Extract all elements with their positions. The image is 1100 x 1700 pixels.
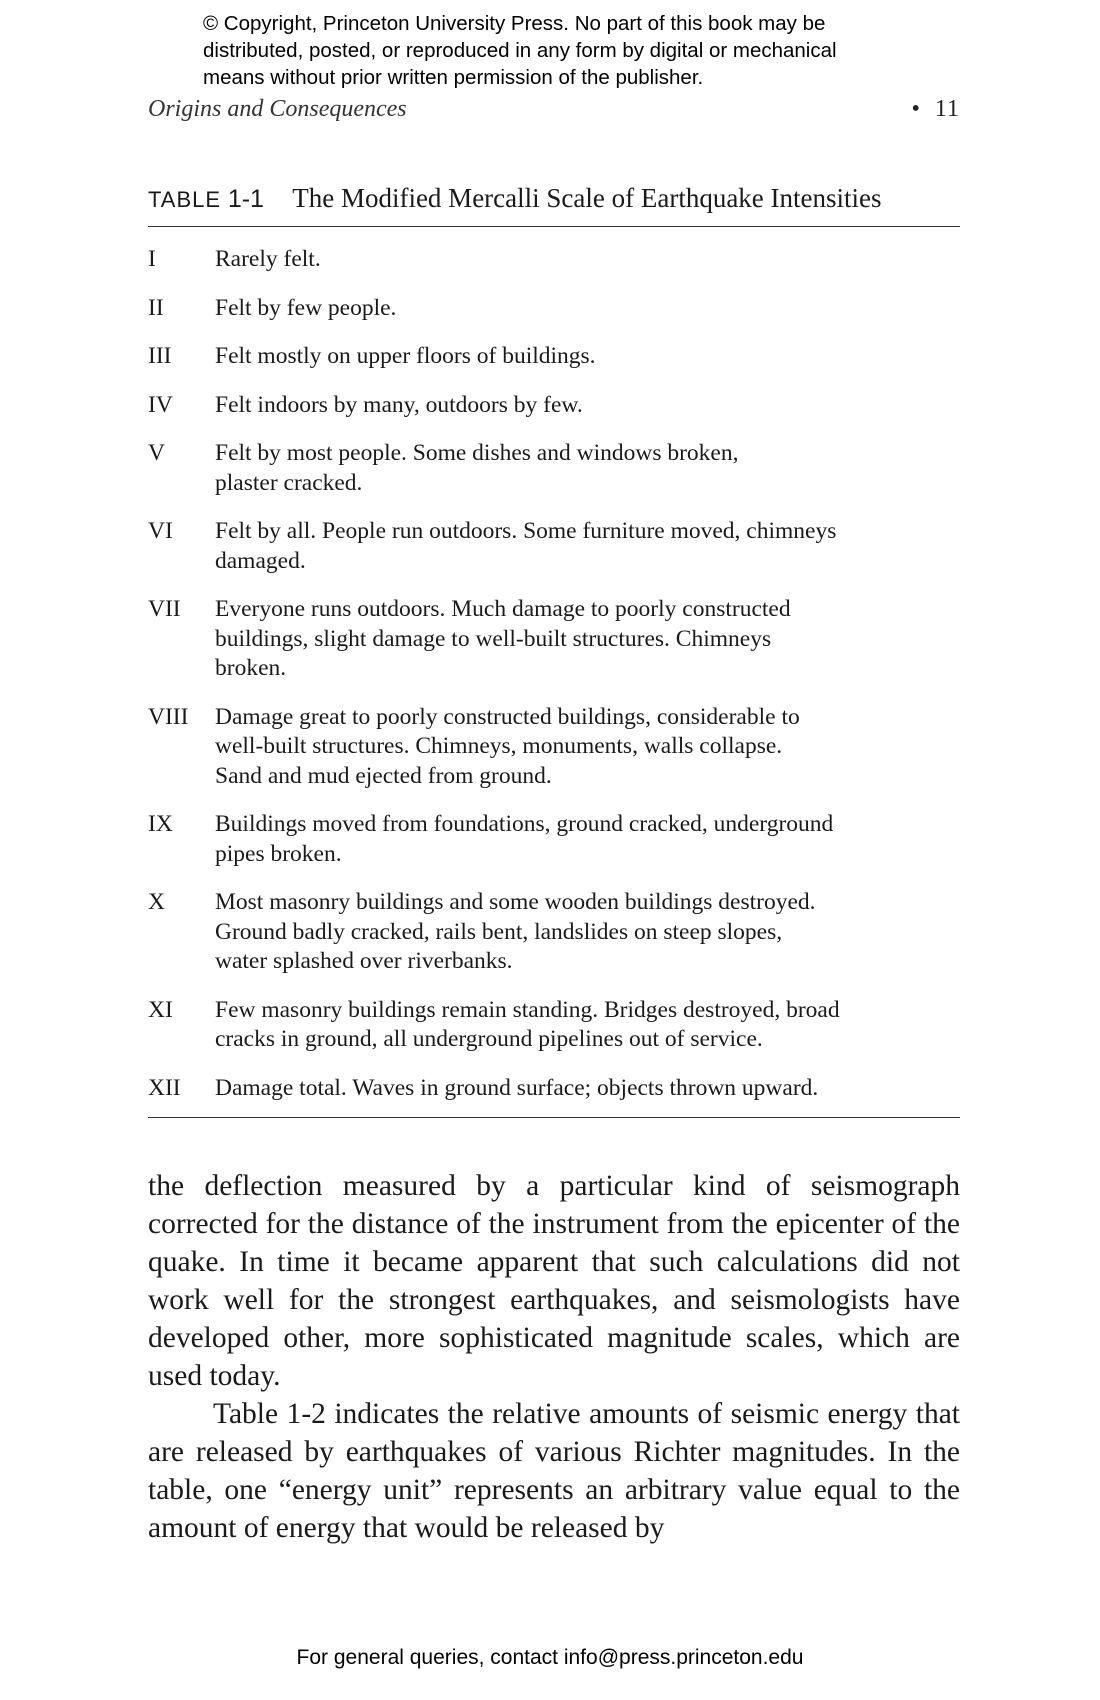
intensity-description: [215, 996, 960, 1055]
table-row: [148, 1074, 960, 1104]
copyright-line: © Copyright, Princeton University Press. No part of this book may be: [203, 12, 826, 35]
body-paragraph: Table 1-2 indicates the relative amounts of seismic energy that are released by earthquakes of various Richter magnitudes. In the table, one “energy unit” represents an arbitrary value equal to the amount of energy that would be released by: [148, 1398, 960, 1544]
description-line: broken.: [215, 655, 287, 681]
description-line: Most masonry buildings and some wooden buildings destroyed.: [215, 889, 816, 915]
description-line: Everyone runs outdoors. Much damage to poorly constructed: [215, 596, 791, 622]
intensity-description: [215, 1074, 960, 1104]
copyright-notice: [203, 10, 923, 91]
intensity-description: [215, 439, 960, 498]
page-number: 11: [934, 96, 960, 122]
description-line: Ground badly cracked, rails bent, landslides on steep slopes,: [215, 918, 783, 945]
table-row: [148, 810, 960, 869]
table-row: [148, 595, 960, 684]
table-row: [148, 996, 960, 1055]
intensity-level: IV: [148, 391, 173, 418]
description-line: damaged.: [215, 547, 306, 574]
table-row: [148, 245, 960, 275]
intensity-description: [215, 703, 960, 792]
description-line: Damage great to poorly constructed buildings, considerable to: [215, 703, 800, 730]
intensity-level: XII: [148, 1074, 181, 1101]
table-row: [148, 439, 960, 498]
intensity-level: X: [148, 889, 165, 915]
description-line: Felt indoors by many, outdoors by few.: [215, 391, 583, 418]
description-line: Felt mostly on upper floors of buildings.: [215, 343, 596, 369]
running-head: [148, 96, 960, 130]
copyright-line: distributed, posted, or reproduced in any form by digital or mechanical: [203, 39, 837, 62]
intensity-level: VI: [148, 518, 173, 544]
table-row: [148, 342, 960, 372]
table-row: [148, 391, 960, 421]
copyright-line: means without prior written permission of the publisher.: [203, 66, 704, 89]
description-line: water splashed over riverbanks.: [215, 948, 513, 974]
table-title: The Modified Mercalli Scale of Earthquake Intensities: [292, 183, 882, 213]
intensity-description: [215, 342, 960, 372]
page-number-group: [911, 96, 960, 123]
intensity-level: XI: [148, 996, 173, 1023]
description-line: well-built structures. Chimneys, monuments, walls collapse.: [215, 733, 783, 759]
intensity-description: [215, 245, 960, 275]
intensity-description: [215, 391, 960, 421]
description-line: pipes broken.: [215, 840, 342, 867]
intensity-description: [215, 294, 960, 324]
description-line: Felt by all. People run outdoors. Some furniture moved, chimneys: [215, 518, 837, 544]
table-row: [148, 294, 960, 324]
description-line: Damage total. Waves in ground surface; objects thrown upward.: [215, 1074, 819, 1101]
description-line: Buildings moved from foundations, ground cracked, underground: [215, 811, 834, 837]
intensity-level: I: [148, 246, 156, 272]
description-line: plaster cracked.: [215, 469, 363, 496]
table-caption: [148, 183, 960, 214]
body-paragraph: the deflection measured by a particular kind of seismograph corrected for the distance of the instrument from the epicenter of the quake. In time it became apparent that such calculations did not work well for the strongest earthquakes, and seismologists have developed other, more sophisticated magnitude scales, which are used today.: [148, 1170, 960, 1392]
table-top-rule: [148, 226, 960, 227]
intensity-description: [215, 810, 960, 869]
description-line: cracks in ground, all underground pipelines out of service.: [215, 1026, 763, 1052]
body-text: [148, 1167, 960, 1547]
table-row: [148, 517, 960, 576]
table-bottom-rule: [148, 1117, 960, 1118]
intensity-description: [215, 888, 960, 977]
description-line: Rarely felt.: [215, 246, 321, 272]
intensity-description: [215, 517, 960, 576]
intensity-level: IX: [148, 811, 173, 837]
running-head-title: Origins and Consequences: [148, 96, 407, 122]
intensity-description: [215, 595, 960, 684]
intensity-level: VIII: [148, 703, 189, 730]
intensity-level: VII: [148, 596, 181, 622]
description-line: Few masonry buildings remain standing. Bridges destroyed, broad: [215, 996, 840, 1023]
intensity-level: II: [148, 294, 164, 321]
description-line: Felt by most people. Some dishes and windows broken,: [215, 440, 739, 466]
description-line: Felt by few people.: [215, 294, 397, 321]
intensity-level: III: [148, 343, 172, 369]
mercalli-table: [148, 245, 960, 1122]
table-number: 1-1: [227, 185, 264, 213]
table-row: [148, 888, 960, 977]
intensity-level: V: [148, 440, 165, 466]
table-row: [148, 703, 960, 792]
description-line: buildings, slight damage to well-built structures. Chimneys: [215, 625, 772, 652]
description-line: Sand and mud ejected from ground.: [215, 762, 552, 789]
footer-contact: For general queries, contact info@press.princeton.edu: [296, 1646, 804, 1669]
table-label: TABLE: [148, 187, 222, 212]
bullet-icon: •: [911, 96, 921, 122]
